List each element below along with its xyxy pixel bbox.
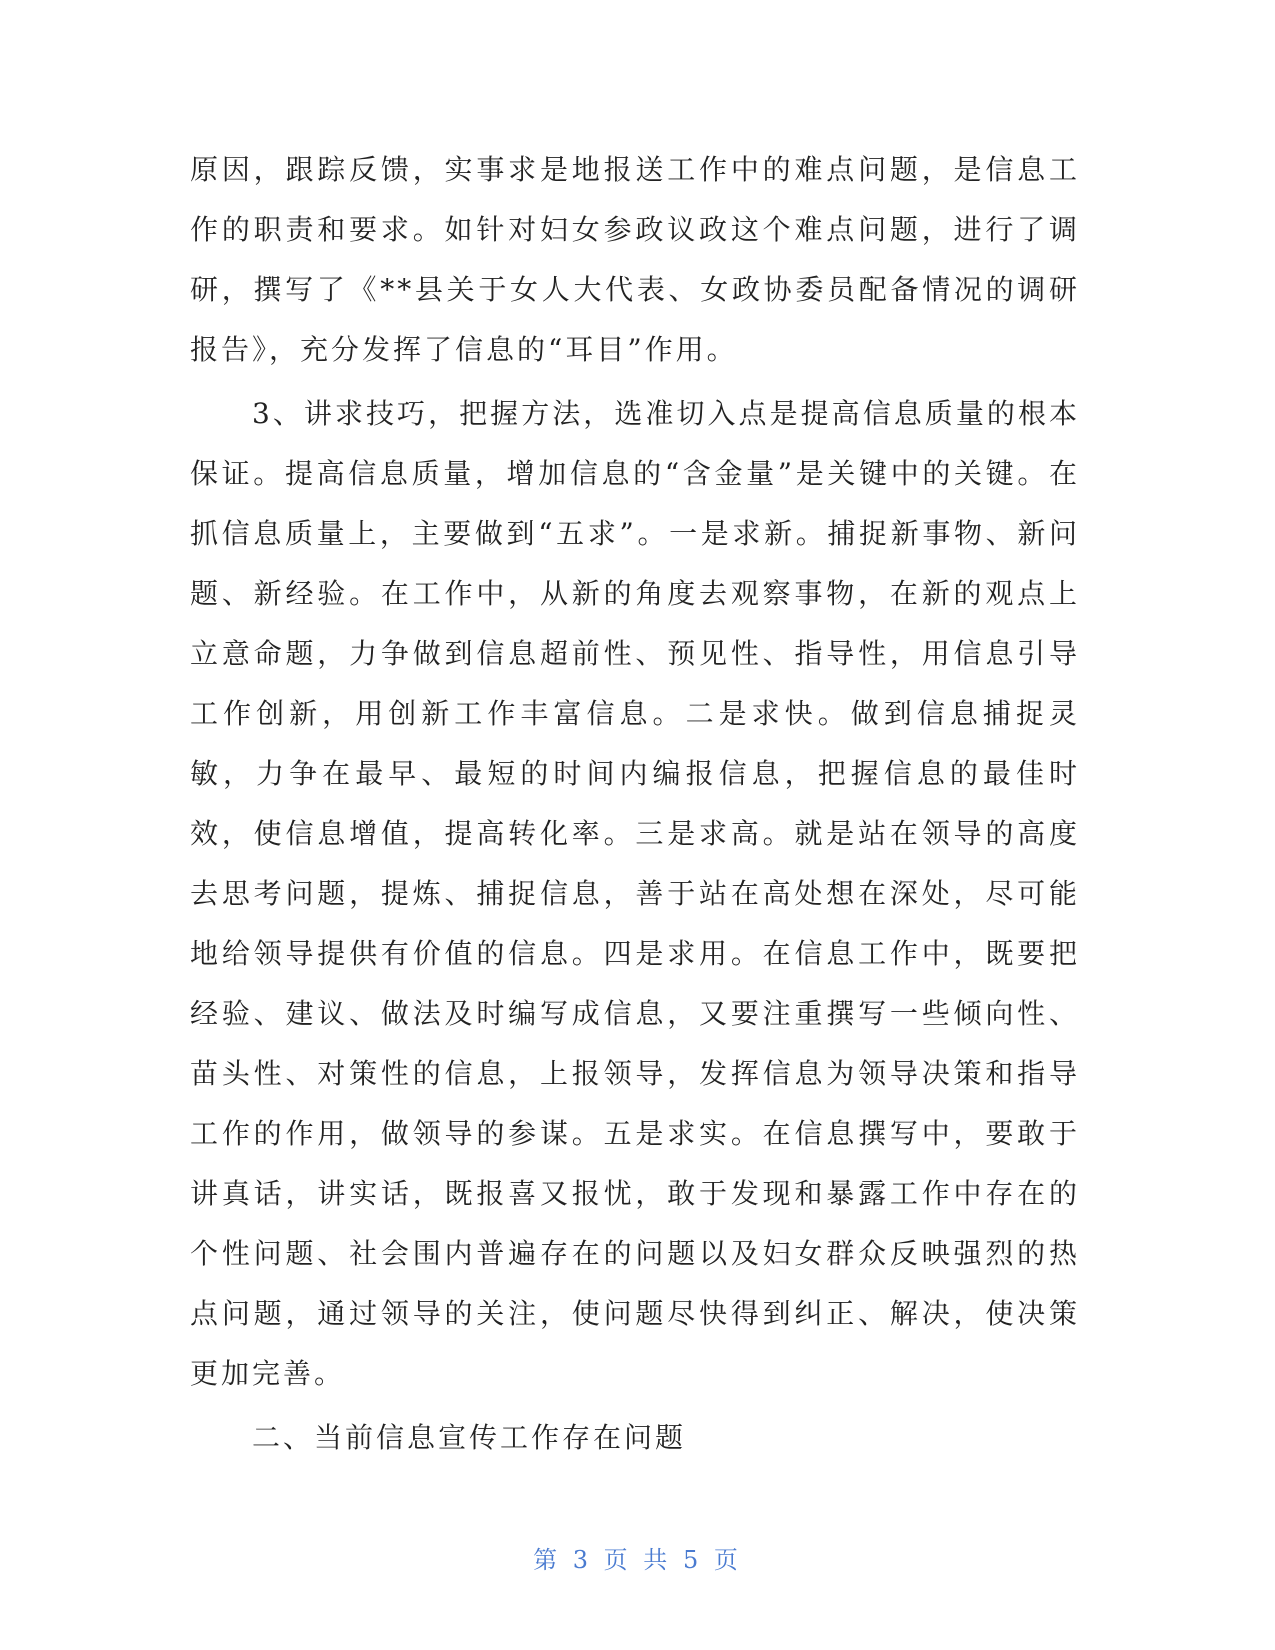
section-heading: 二、当前信息宣传工作存在问题 xyxy=(252,1421,687,1454)
paragraph-continued: 原因，跟踪反馈，实事求是地报送工作中的难点问题，是信息工作的职责和要求。如针对妇女参政议政这个难点问题，进行了调研，撰写了《**县关于女人大代表、女政协委员配备情况的调研报告》，充分发挥了信息的“耳目”作用。 xyxy=(190,153,1080,366)
document-body xyxy=(190,140,1080,1468)
footer-suffix: 页 xyxy=(713,1546,742,1574)
footer-total-pages: 5 xyxy=(682,1546,703,1574)
footer-middle: 页 共 xyxy=(603,1546,672,1574)
footer-prefix: 第 xyxy=(533,1546,562,1574)
page-footer xyxy=(0,1540,1275,1575)
paragraph-techniques: 3、讲求技巧，把握方法，选准切入点是提高信息质量的根本保证。提高信息质量，增加信息的“含金量”是关键中的关键。在抓信息质量上，主要做到“五求”。一是求新。捕捉新事物、新问题、新经验。在工作中，从新的角度去观察事物，在新的观点上立意命题，力争做到信息超前性、预见性、指导性，用信息引导工作创新，用创新工作丰富信息。二是求快。做到信息捕捉灵敏，力争在最早、最短的时间内编报信息，把握信息的最佳时效，使信息增值，提高转化率。三是求高。就是站在领导的高度去思考问题，提炼、捕捉信息，善于站在高处想在深处，尽可能地给领导提供有价值的信息。四是求用。在信息工作中，既要把经验、建议、做法及时编写成信息，又要注重撰写一些倾向性、苗头性、对策性的信息，上报领导，发挥信息为领导决策和指导工作的作用，做领导的参谋。五是求实。在信息撰写中，要敢于讲真话，讲实话，既报喜又报忧，敢于发现和暴露工作中存在的个性问题、社会围内普遍存在的问题以及妇女群众反映强烈的热点问题，通过领导的关注，使问题尽快得到纠正、解决，使决策更加完善。 xyxy=(190,397,1080,1390)
footer-current-page: 3 xyxy=(572,1546,593,1574)
